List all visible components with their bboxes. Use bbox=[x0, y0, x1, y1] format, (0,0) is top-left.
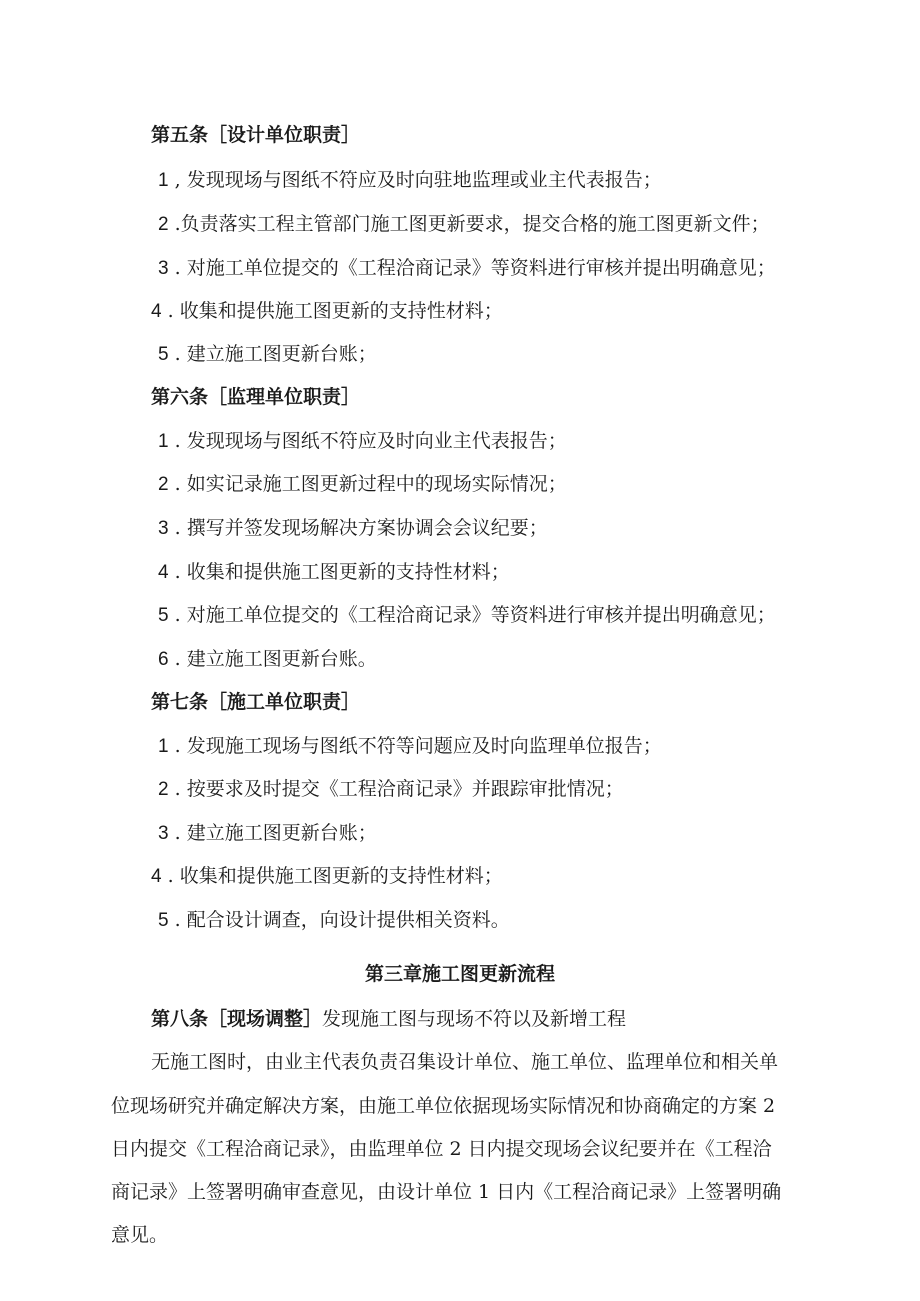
item-text: . 收集和提供施工图更新的支持性材料； bbox=[174, 561, 510, 583]
item-text: , 发现现场与图纸不符应及时向驻地监理或业主代表报告； bbox=[174, 169, 662, 191]
item-text: . 如实记录施工图更新过程中的现场实际情况； bbox=[174, 473, 567, 495]
item-text: . 建立施工图更新台账。 bbox=[174, 648, 377, 670]
item-number: 3 bbox=[158, 258, 169, 279]
article-5-item-2 bbox=[158, 212, 770, 237]
paragraph-line: 日内提交《工程洽商记录》，由监理单位 2 日内提交现场会议纪要并在《工程洽 bbox=[111, 1138, 772, 1160]
paragraph-line: 位现场研究并确定解决方案，由施工单位依据现场实际情况和协商确定的方案 2 bbox=[111, 1095, 776, 1117]
item-text: . 对施工单位提交的《工程洽商记录》等资料进行审核并提出明确意见； bbox=[174, 604, 776, 626]
item-number: 3 bbox=[158, 518, 169, 539]
item-text: . 撰写并签发现场解决方案协调会会议纪要； bbox=[174, 517, 548, 539]
item-text: .负责落实工程主管部门施工图更新要求，提交合格的施工图更新文件； bbox=[174, 213, 770, 235]
item-number: 5 bbox=[158, 910, 169, 931]
article-8-heading: 第八条［现场调整］ bbox=[151, 1008, 323, 1030]
article-5-item-5 bbox=[158, 342, 377, 367]
chapter-title: 第三章施工图更新流程 bbox=[364, 963, 555, 985]
item-text: . 收集和提供施工图更新的支持性材料； bbox=[167, 300, 503, 322]
item-number: 2 bbox=[158, 214, 169, 235]
item-text: . 建立施工图更新台账； bbox=[174, 343, 377, 365]
item-number: 3 bbox=[158, 823, 169, 844]
article-7-item-1 bbox=[158, 734, 662, 759]
paragraph-line: 无施工图时，由业主代表负责召集设计单位、施工单位、监理单位和相关单 bbox=[151, 1051, 779, 1073]
item-text: . 配合设计调查，向设计提供相关资料。 bbox=[174, 909, 510, 931]
article-6-item-5 bbox=[158, 603, 776, 628]
item-text: . 按要求及时提交《工程洽商记录》并跟踪审批情况； bbox=[174, 778, 624, 800]
article-6-heading: 第六条［监理单位职责］ bbox=[151, 386, 361, 408]
article-5-item-1 bbox=[158, 168, 662, 193]
article-5-item-3 bbox=[158, 256, 776, 281]
item-number: 2 bbox=[158, 779, 169, 800]
article-7-item-5 bbox=[158, 908, 510, 933]
item-text: . 发现现场与图纸不符应及时向业主代表报告； bbox=[174, 430, 567, 452]
item-text: . 收集和提供施工图更新的支持性材料； bbox=[167, 865, 503, 887]
paragraph-line: 意见。 bbox=[111, 1224, 169, 1246]
article-8-heading-tail: 发现施工图与现场不符以及新增工程 bbox=[322, 1008, 627, 1030]
article-7-heading: 第七条［施工单位职责］ bbox=[151, 691, 361, 713]
item-number: 1 bbox=[158, 170, 169, 191]
item-number: 4 bbox=[151, 866, 162, 887]
item-text: . 建立施工图更新台账； bbox=[174, 822, 377, 844]
item-number: 2 bbox=[158, 474, 169, 495]
item-number: 4 bbox=[151, 301, 162, 322]
article-6-item-2 bbox=[158, 472, 567, 497]
article-7-item-4 bbox=[151, 864, 503, 889]
article-6-item-6 bbox=[158, 647, 377, 672]
item-number: 4 bbox=[158, 562, 169, 583]
article-7-item-3 bbox=[158, 821, 377, 846]
item-number: 1 bbox=[158, 736, 169, 757]
article-6-item-4 bbox=[158, 560, 510, 585]
item-text: . 对施工单位提交的《工程洽商记录》等资料进行审核并提出明确意见； bbox=[174, 257, 776, 279]
item-number: 5 bbox=[158, 605, 169, 626]
item-number: 6 bbox=[158, 649, 169, 670]
article-5-item-4 bbox=[151, 299, 503, 324]
article-5-heading: 第五条［设计单位职责］ bbox=[151, 124, 361, 146]
article-6-item-1 bbox=[158, 429, 567, 454]
item-text: . 发现施工现场与图纸不符等问题应及时向监理单位报告； bbox=[174, 735, 662, 757]
article-6-item-3 bbox=[158, 516, 548, 541]
paragraph-line: 商记录》上签署明确审查意见，由设计单位 1 日内《工程洽商记录》上签署明确 bbox=[111, 1181, 782, 1203]
item-number: 5 bbox=[158, 344, 169, 365]
item-number: 1 bbox=[158, 431, 169, 452]
article-8-heading-line bbox=[151, 1007, 626, 1031]
article-7-item-2 bbox=[158, 777, 624, 802]
